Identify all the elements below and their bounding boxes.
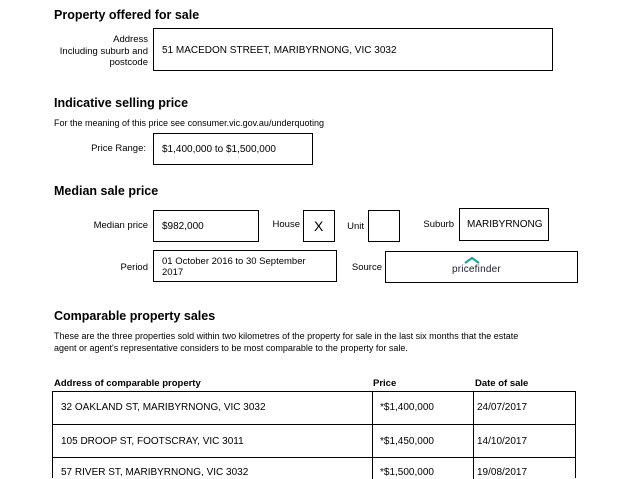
underquoting-note: For the meaning of this price see consumer.vic.gov.au/underquoting bbox=[54, 118, 324, 128]
row-price: *$1,450,000 bbox=[380, 436, 434, 447]
suburb-box bbox=[459, 208, 549, 241]
address-label-line1: Address bbox=[113, 34, 148, 45]
address-value: 51 MACEDON STREET, MARIBYRNONG, VIC 3032 bbox=[162, 45, 397, 56]
address-label-line3: postcode bbox=[109, 57, 148, 68]
row-address: 57 RIVER ST, MARIBYRNONG, VIC 3032 bbox=[61, 467, 249, 478]
median-sale-heading: Median sale price bbox=[54, 184, 159, 198]
address-label-line2: Including suburb and bbox=[59, 45, 148, 57]
row-price: *$1,500,000 bbox=[380, 467, 434, 478]
pricefinder-logo-mark-icon bbox=[464, 256, 480, 264]
col-header-date: Date of sale bbox=[475, 378, 529, 389]
property-offered-heading: Property offered for sale bbox=[54, 8, 200, 22]
row-divider bbox=[473, 425, 474, 458]
period-line1: 01 October 2016 to 30 September bbox=[162, 256, 306, 267]
col-header-address: Address of comparable property bbox=[54, 378, 201, 389]
table-row bbox=[52, 457, 576, 478]
median-price-value: $982,000 bbox=[162, 221, 204, 232]
comparable-description bbox=[54, 330, 624, 354]
source-box bbox=[385, 251, 578, 283]
comparable-description-line1: These are the three properties sold within two kilometres of the property for sale in the last six months that the estate bbox=[54, 331, 519, 341]
median-price-label: Median price bbox=[93, 220, 148, 231]
house-box bbox=[303, 210, 335, 242]
row-divider bbox=[372, 458, 373, 479]
period-box bbox=[153, 250, 337, 282]
address-label bbox=[50, 34, 148, 69]
row-address: 32 OAKLAND ST, MARIBYRNONG, VIC 3032 bbox=[61, 402, 266, 413]
unit-box bbox=[368, 210, 400, 242]
price-range-label: Price Range: bbox=[91, 143, 146, 154]
median-price-box bbox=[153, 210, 259, 242]
row-date: 14/10/2017 bbox=[477, 436, 528, 447]
source-label: Source bbox=[351, 262, 382, 273]
row-divider bbox=[473, 458, 474, 479]
row-divider bbox=[372, 425, 373, 458]
house-label: House bbox=[272, 219, 300, 230]
pricefinder-logo: pricefinder bbox=[452, 264, 501, 275]
period-value bbox=[162, 256, 306, 278]
period-label: Period bbox=[120, 262, 148, 273]
house-check: X bbox=[314, 218, 324, 234]
comparable-description-line2: agent or agent's representative considers to be most comparable to the property for sale. bbox=[54, 343, 408, 353]
indicative-price-heading: Indicative selling price bbox=[54, 96, 189, 110]
col-header-price: Price bbox=[373, 378, 397, 389]
table-row bbox=[52, 391, 576, 425]
suburb-value: MARIBYRNONG bbox=[467, 219, 543, 230]
price-range-value: $1,400,000 to $1,500,000 bbox=[162, 144, 276, 155]
table-row bbox=[52, 424, 576, 458]
period-line2: 2017 bbox=[162, 267, 184, 278]
row-divider bbox=[372, 391, 373, 424]
suburb-label: Suburb bbox=[423, 219, 454, 230]
price-range-box bbox=[153, 133, 313, 165]
unit-label: Unit bbox=[347, 221, 364, 232]
row-price: *$1,400,000 bbox=[380, 402, 434, 413]
row-divider bbox=[473, 391, 474, 424]
row-date: 24/07/2017 bbox=[477, 402, 528, 413]
address-box bbox=[153, 28, 553, 71]
row-address: 105 DROOP ST, FOOTSCRAY, VIC 3011 bbox=[61, 436, 244, 447]
comparable-heading: Comparable property sales bbox=[54, 309, 216, 323]
row-date: 19/08/2017 bbox=[477, 467, 528, 478]
